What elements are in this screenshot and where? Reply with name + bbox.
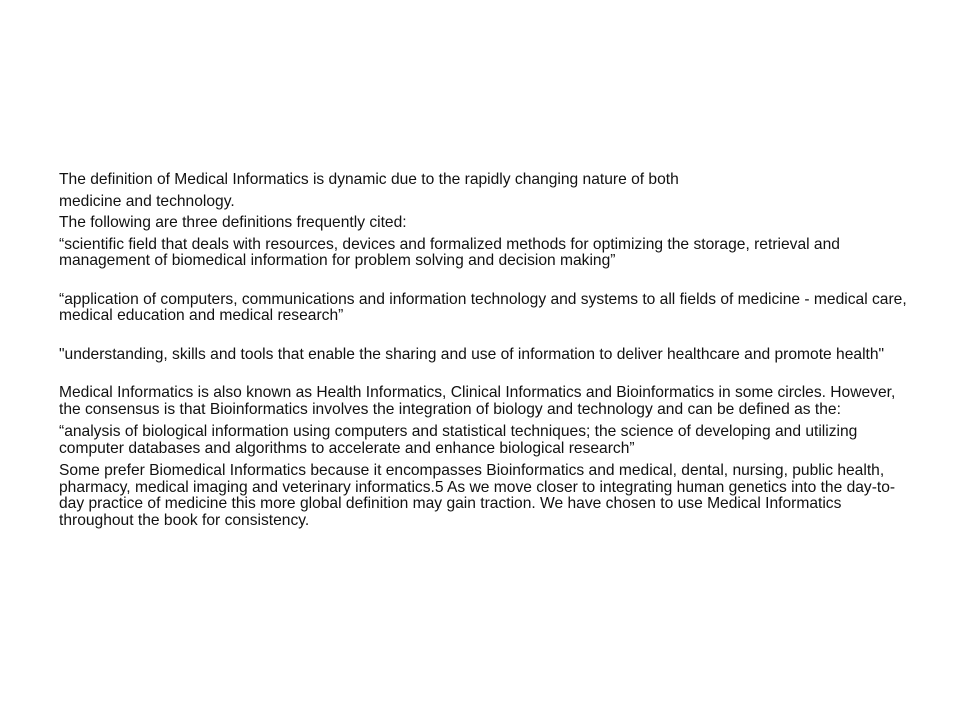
bioinformatics-definition-quote: “analysis of biological information using computers and statistical techniques; the science of developing and utilizing computer databases and algorithms to accelerate and enhance biological research” xyxy=(59,423,858,457)
definition-quote-3: "understanding, skills and tools that enable the sharing and use of information to deliver healthcare and promote health" xyxy=(59,345,885,363)
definition-quote-2: “application of computers, communications and information technology and systems to all fields of medicine - medical care, medical education and medical research” xyxy=(59,290,907,324)
bioinformatics-paragraph: Medical Informatics is also known as Health Informatics, Clinical Informatics and Bioinformatics in some circles. However, the consensus is that Bioinformatics involves the integration of biology and technology and can be defined as the: xyxy=(59,384,896,418)
definitions-lead-in: The following are three definitions frequently cited: xyxy=(59,214,407,231)
definition-quote-1: “scientific field that deals with resources, devices and formalized methods for optimizing the storage, retrieval and management of biomedical information for problem solving and decision making” xyxy=(59,235,840,269)
slide-text-body xyxy=(59,172,911,529)
biomedical-informatics-paragraph: Some prefer Biomedical Informatics because it encompasses Bioinformatics and medical, dental, nursing, public health, pharmacy, medical imaging and veterinary informatics.5 As we move closer to integrating human genetics into the day-to-day practice of medicine this more global definition may gain traction. We have chosen to use Medical Informatics throughout the book for consistency. xyxy=(59,462,896,529)
definition-intro-line-1: The definition of Medical Informatics is dynamic due to the rapidly changing nature of both xyxy=(59,171,679,188)
definition-intro-line-2: medicine and technology. xyxy=(59,192,235,210)
